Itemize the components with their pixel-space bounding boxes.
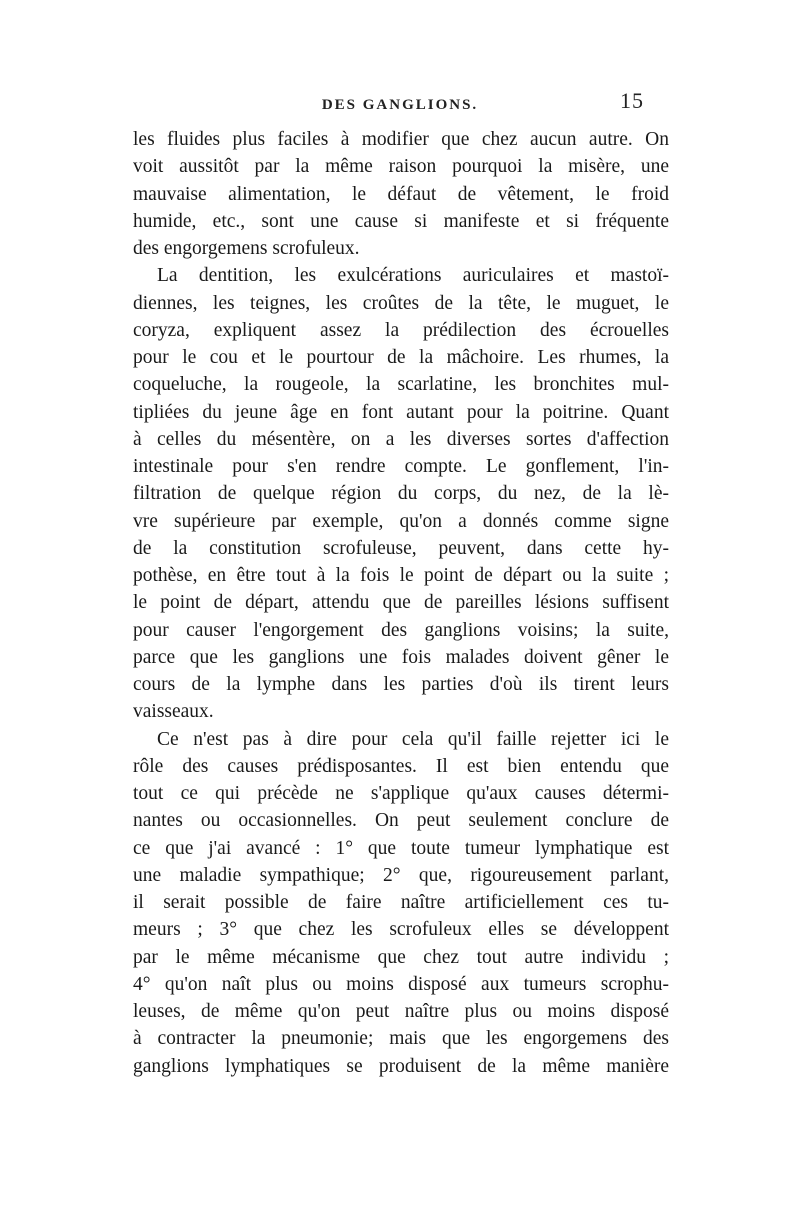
text-line: rôle des causes prédisposantes. Il est bien entendu que <box>133 755 669 777</box>
text-line: tout ce qui précède ne s'applique qu'aux causes détermi- <box>133 783 669 804</box>
text-line: il serait possible de faire naître artificiellement ces tu- <box>133 892 669 913</box>
running-title: DES GANGLIONS. <box>321 97 479 113</box>
text-line: vaisseaux. <box>133 701 214 723</box>
text-line: nantes ou occasionnelles. On peut seulement conclure de <box>133 810 669 832</box>
text-line: diennes, les teignes, les croûtes de la tête, le muguet, le <box>133 292 669 314</box>
text-line: filtration de quelque région du corps, du nez, de la lè- <box>133 483 669 505</box>
text-line: parce que les ganglions une fois malades doivent gêner le <box>133 646 669 668</box>
text-line: coqueluche, la rougeole, la scarlatine, les bronchites mul- <box>133 374 669 396</box>
text-line: tipliées du jeune âge en font autant pour la poitrine. Quant <box>133 401 669 423</box>
text-line: des engorgemens scrofuleux. <box>133 238 360 259</box>
text-line: une maladie sympathique; 2° que, rigoureusement parlant, <box>133 864 669 886</box>
text-line: voit aussitôt par la même raison pourquoi la misère, une <box>133 156 669 178</box>
text-line: coryza, expliquent assez la prédilection des écrouelles <box>133 319 669 341</box>
text-line: à contracter la pneumonie; mais que les engorgemens des <box>133 1028 669 1050</box>
text-line: à celles du mésentère, on a les diverses sortes d'affection <box>133 428 669 450</box>
text-line: intestinale pour s'en rendre compte. Le gonflement, l'in- <box>133 456 669 477</box>
text-line: pour le cou et le pourtour de la mâchoire. Les rhumes, la <box>133 347 669 368</box>
body-text <box>133 126 669 1080</box>
text-line: meurs ; 3° que chez les scrofuleux elles se développent <box>133 919 669 941</box>
text-line: le point de départ, attendu que de pareilles lésions suffisent <box>133 592 669 614</box>
text-line: pour causer l'engorgement des ganglions voisins; la suite, <box>133 619 669 641</box>
text-line: humide, etc., sont une cause si manifeste et si fréquente <box>133 210 669 232</box>
text-line: Ce n'est pas à dire pour cela qu'il faille rejetter ici le <box>157 728 669 750</box>
text-line: pothèse, en être tout à la fois le point de départ ou la suite ; <box>133 565 669 586</box>
text-line: les fluides plus faciles à modifier que chez aucun autre. On <box>133 129 669 150</box>
text-line: La dentition, les exulcérations auriculaires et mastoï- <box>157 265 669 287</box>
text-line: cours de la lymphe dans les parties d'où ils tirent leurs <box>133 674 669 695</box>
text-line: par le même mécanisme que chez tout autre individu ; <box>133 946 669 968</box>
text-line: ce que j'ai avancé : 1° que toute tumeur lymphatique est <box>133 837 669 859</box>
text-line: mauvaise alimentation, le défaut de vêtement, le froid <box>133 183 669 205</box>
text-line: leuses, de même qu'on peut naître plus ou moins disposé <box>133 1001 669 1022</box>
text-line: 4° qu'on naît plus ou moins disposé aux tumeurs scrophu- <box>133 973 669 995</box>
text-line: vre supérieure par exemple, qu'on a donnés comme signe <box>133 510 669 532</box>
text-line: ganglions lymphatiques se produisent de la même manière <box>133 1055 669 1077</box>
page-number: 15 <box>620 88 644 113</box>
text-line: de la constitution scrofuleuse, peuvent, dans cette hy- <box>133 537 669 559</box>
